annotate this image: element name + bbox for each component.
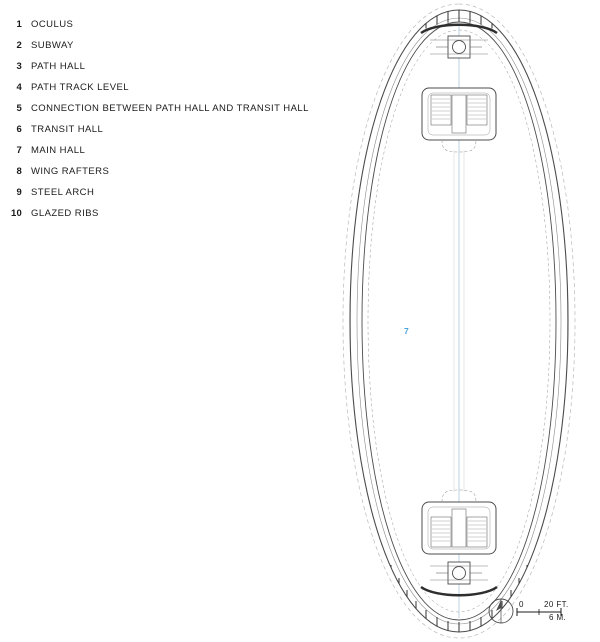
legend-item-label: CONNECTION BETWEEN PATH HALL AND TRANSIT HALL — [31, 103, 309, 114]
legend-item — [0, 56, 320, 77]
scale-feet-label: 20 FT. — [544, 600, 569, 609]
scale-zero-label: 0 — [519, 600, 524, 609]
callout-main-hall: 7 — [404, 326, 409, 336]
legend-item-number: 3 — [16, 61, 22, 72]
legend-item — [0, 140, 320, 161]
legend-item-number: 9 — [16, 187, 22, 198]
legend-item — [0, 161, 320, 182]
legend-item-label: WING RAFTERS — [31, 166, 110, 177]
legend-item-number: 2 — [16, 40, 22, 51]
legend-item-number: 7 — [16, 145, 22, 156]
legend-item-number: 8 — [16, 166, 22, 177]
legend-item-label: SUBWAY — [31, 40, 74, 51]
legend-item-label: PATH HALL — [31, 61, 86, 72]
legend-item-number: 4 — [16, 82, 22, 93]
legend-item — [0, 119, 320, 140]
legend-item — [0, 98, 320, 119]
legend-item-label: PATH TRACK LEVEL — [31, 82, 130, 93]
legend-item-label: OCULUS — [31, 19, 74, 30]
legend-item-number: 10 — [11, 208, 22, 219]
legend-item — [0, 77, 320, 98]
legend-item-number: 6 — [16, 124, 22, 135]
legend-item — [0, 14, 320, 35]
legend-item-number: 1 — [16, 19, 22, 30]
legend — [0, 14, 320, 224]
legend-item-label: TRANSIT HALL — [31, 124, 104, 135]
legend-item — [0, 182, 320, 203]
scale-meters-label: 6 M. — [549, 613, 567, 622]
legend-item — [0, 203, 320, 224]
legend-item-number: 5 — [16, 103, 22, 114]
floor-plan-drawing — [318, 0, 600, 642]
scale-bar — [487, 596, 597, 636]
legend-item-label: GLAZED RIBS — [31, 208, 99, 219]
legend-item — [0, 35, 320, 56]
legend-item-label: STEEL ARCH — [31, 187, 95, 198]
legend-item-label: MAIN HALL — [31, 145, 86, 156]
